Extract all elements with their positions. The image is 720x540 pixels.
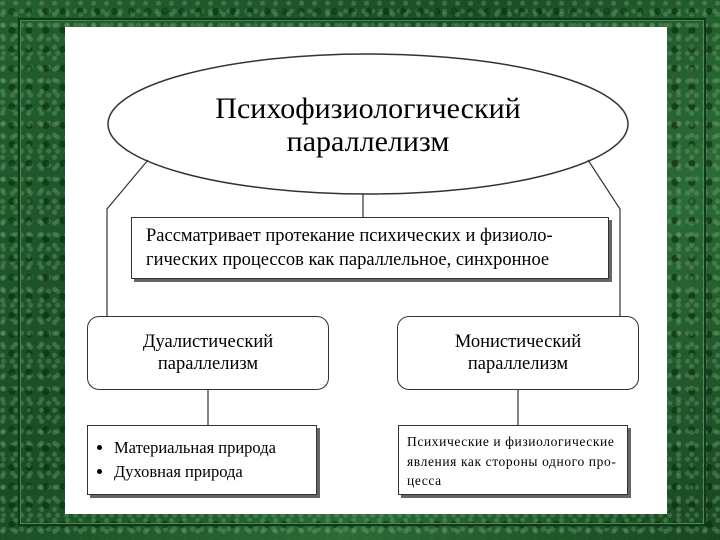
dualistic-list xyxy=(96,436,316,484)
title-oval xyxy=(108,55,628,195)
monistic-box xyxy=(397,316,639,390)
dualistic-list-box xyxy=(87,425,317,495)
monistic-text-line: Психические и физиологические xyxy=(407,434,615,449)
description-line-2: гических процессов как параллельное, синхронное xyxy=(146,250,550,270)
title-line-1: Психофизиологический xyxy=(215,92,521,125)
title-line-2: параллелизм xyxy=(286,125,450,158)
monistic-line-2: параллелизм xyxy=(467,354,569,374)
monistic-text-line: цесса xyxy=(407,473,442,488)
dualistic-box xyxy=(87,316,329,390)
monistic-line-1: Монистический xyxy=(454,332,582,352)
list-item: • Духовная природа xyxy=(114,460,316,484)
slide-panel xyxy=(65,27,667,514)
description-box xyxy=(131,217,609,279)
dualistic-line-2: параллелизм xyxy=(157,354,259,374)
monistic-text-box xyxy=(398,425,628,495)
dualistic-line-1: Дуалистический xyxy=(142,332,274,352)
description-line-1: Рассматривает протекание психических и физиоло- xyxy=(146,226,553,246)
list-item: • Материальная природа xyxy=(114,436,316,460)
monistic-text-line: явления как стороны одного про- xyxy=(407,453,617,469)
